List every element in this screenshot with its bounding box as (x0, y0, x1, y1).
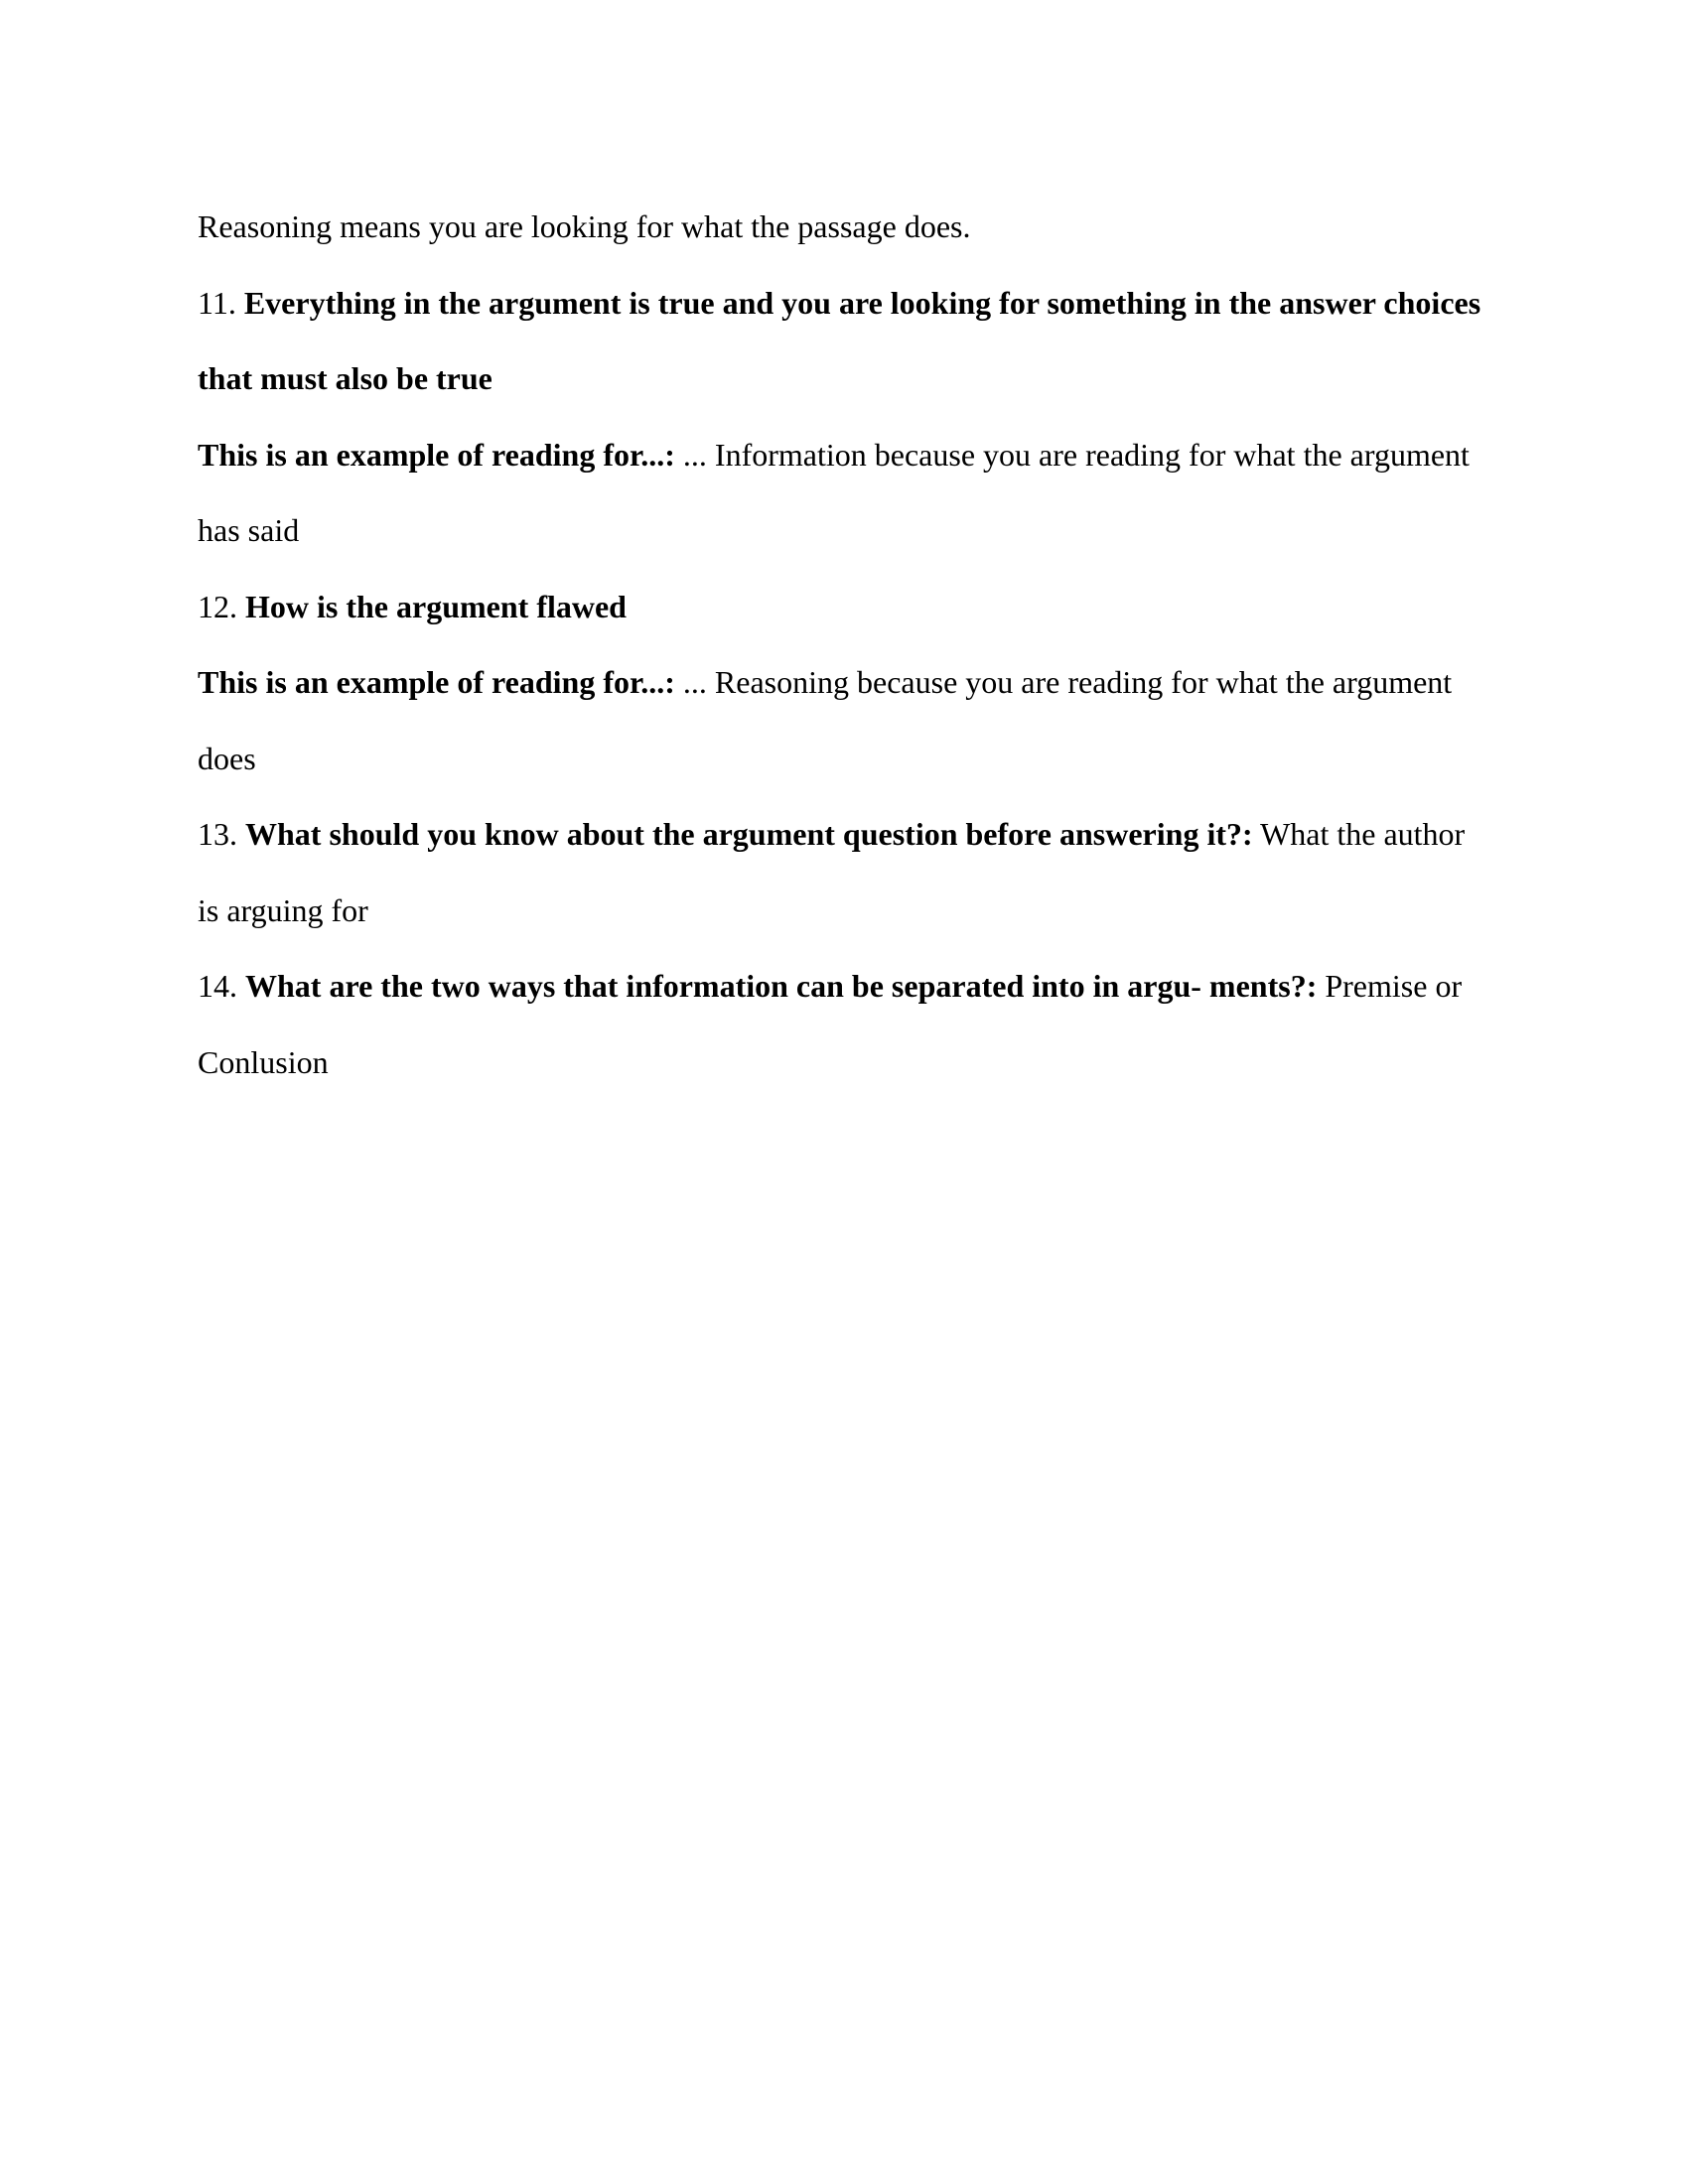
question-text: What are the two ways that information can be separated into in argu- ments?: (245, 968, 1318, 1004)
question-text: Everything in the argument is true and you are looking for something in the answer choices that must also be true (198, 284, 1481, 396)
question-item-11 (198, 265, 1488, 417)
question-number: 12. (198, 588, 245, 624)
question-number: 14. (198, 968, 245, 1004)
intro-text: Reasoning means you are looking for what the passage does. (198, 208, 971, 244)
question-item-13 (198, 796, 1488, 948)
answer-text: Premise or Conlusion (198, 968, 1463, 1080)
answer-text: What the author is arguing for (198, 816, 1466, 928)
document-body (198, 189, 1488, 1100)
question-text: How is the argument flawed (245, 588, 627, 624)
answer-label: This is an example of reading for...: (198, 436, 675, 473)
question-number: 13. (198, 816, 245, 852)
question-number: 11. (198, 284, 244, 321)
question-item-14 (198, 948, 1488, 1100)
intro-paragraph (198, 189, 1488, 265)
answer-text: ... Reasoning because you are reading for what the argument does (198, 664, 1453, 776)
answer-item-12 (198, 644, 1488, 796)
answer-label: This is an example of reading for...: (198, 664, 675, 700)
question-item-12 (198, 569, 1488, 645)
answer-item-11 (198, 417, 1488, 569)
answer-text: ... Information because you are reading for what the argument has said (198, 436, 1470, 548)
question-text: What should you know about the argument question before answering it?: (245, 816, 1253, 852)
